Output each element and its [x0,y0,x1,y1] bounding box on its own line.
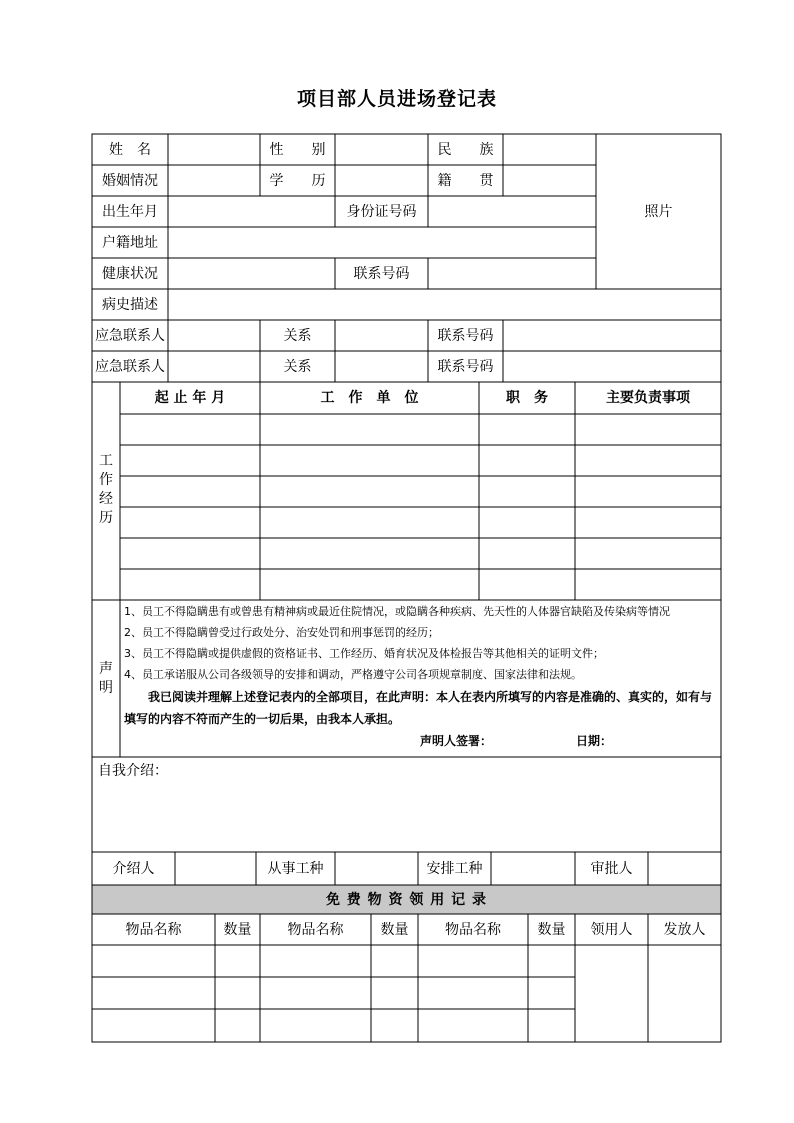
marital-label: 婚姻情况 [102,172,158,189]
approver-field[interactable] [648,852,721,885]
work-position-header: 职 务 [506,390,548,406]
emergency-contact-label: 应急联系人 [95,358,165,375]
native-place-label: 籍 贯 [437,172,494,189]
self-intro-field[interactable] [93,782,720,850]
section-char: 经 [99,491,113,507]
name-field[interactable] [168,134,260,165]
section-char: 作 [99,472,113,488]
self-intro-label: 自我介绍： [98,763,168,779]
phone-label: 联系号码 [353,265,410,282]
emergency-phone-label: 联系号码 [437,358,494,375]
emergency-contact-label: 应急联系人 [95,327,165,344]
photo-box[interactable]: 照片 [644,203,673,220]
health-field[interactable] [168,258,335,289]
id-number-label: 身份证号码 [346,203,417,220]
education-field[interactable] [335,165,428,196]
emergency-phone-label: 联系号码 [437,327,494,344]
health-label: 健康状况 [102,265,158,282]
id-number-field[interactable] [428,196,596,227]
approver-label: 审批人 [590,860,633,877]
quantity-header: 数量 [223,921,252,938]
section-char: 历 [99,510,113,526]
work-duties-header: 主要负责事项 [606,390,690,406]
item-name-header: 物品名称 [287,921,344,938]
gender-field[interactable] [335,134,428,165]
declaration-item: 1、员工不得隐瞒患有或曾患有精神病或最近住院情况，或隐瞒各种疾病、先天性的人体器官缺陷及传染病等情况 [124,605,670,618]
quantity-header: 数量 [537,921,566,938]
marital-field[interactable] [168,165,260,196]
section-char: 声 [99,661,113,677]
occupation-label: 从事工种 [267,860,324,877]
assigned-job-label: 安排工种 [426,860,483,877]
declaration-item: 2、员工不得隐瞒曾受过行政处分、治安处罚和刑事惩罚的经历； [124,626,439,639]
section-char: 工 [99,453,113,469]
birth-field[interactable] [168,196,335,227]
illness-label: 病史描述 [102,296,158,313]
declaration-statement: 我已阅读并理解上述登记表内的全部项目，在此声明：本人在表内所填写的内容是准确的、真实的，如有与填写的内容不符而产生的一切后果，由我本人承担。 [124,690,713,726]
hukou-field[interactable] [168,227,596,258]
birth-label: 出生年月 [102,203,158,220]
declaration-section-label [98,660,114,698]
issuer-header: 发放人 [663,921,706,938]
assigned-job-field[interactable] [491,852,575,885]
quantity-header: 数量 [380,921,409,938]
relation-label: 关系 [283,358,312,375]
recipient-header: 领用人 [590,921,633,938]
supplies-title: 免 费 物 资 领 用 记 录 [325,891,488,908]
phone-field[interactable] [428,258,596,289]
occupation-field[interactable] [335,852,418,885]
signature-label: 声明人签署： [420,734,493,748]
native-place-field[interactable] [503,165,596,196]
item-name-header: 物品名称 [445,921,501,938]
signature-field[interactable] [500,728,570,752]
section-char: 明 [99,680,113,696]
date-label: 日期： [576,734,613,748]
item-name-header: 物品名称 [125,921,182,938]
illness-field[interactable] [168,289,721,320]
name-label: 姓 名 [109,141,151,158]
referrer-field[interactable] [175,852,256,885]
gender-label: 性 别 [269,141,326,158]
form-title: 项目部人员进场登记表 [296,88,497,110]
education-label: 学 历 [269,172,326,189]
ethnicity-field[interactable] [503,134,596,165]
ethnicity-label: 民 族 [437,141,494,158]
hukou-label: 户籍地址 [102,234,158,251]
referrer-label: 介绍人 [112,860,155,877]
declaration-item: 3、员工不得隐瞒或提供虚假的资格证书、工作经历、婚育状况及体检报告等其他相关的证明文件； [124,647,604,660]
work-history-section-label [98,452,114,528]
work-employer-header: 工 作 单 位 [320,390,419,406]
work-period-header: 起 止 年 月 [154,390,226,406]
relation-label: 关系 [283,327,312,344]
declaration-item: 4、员工承诺服从公司各级领导的安排和调动，严格遵守公司各项规章制度、国家法律和法规。 [124,668,582,681]
